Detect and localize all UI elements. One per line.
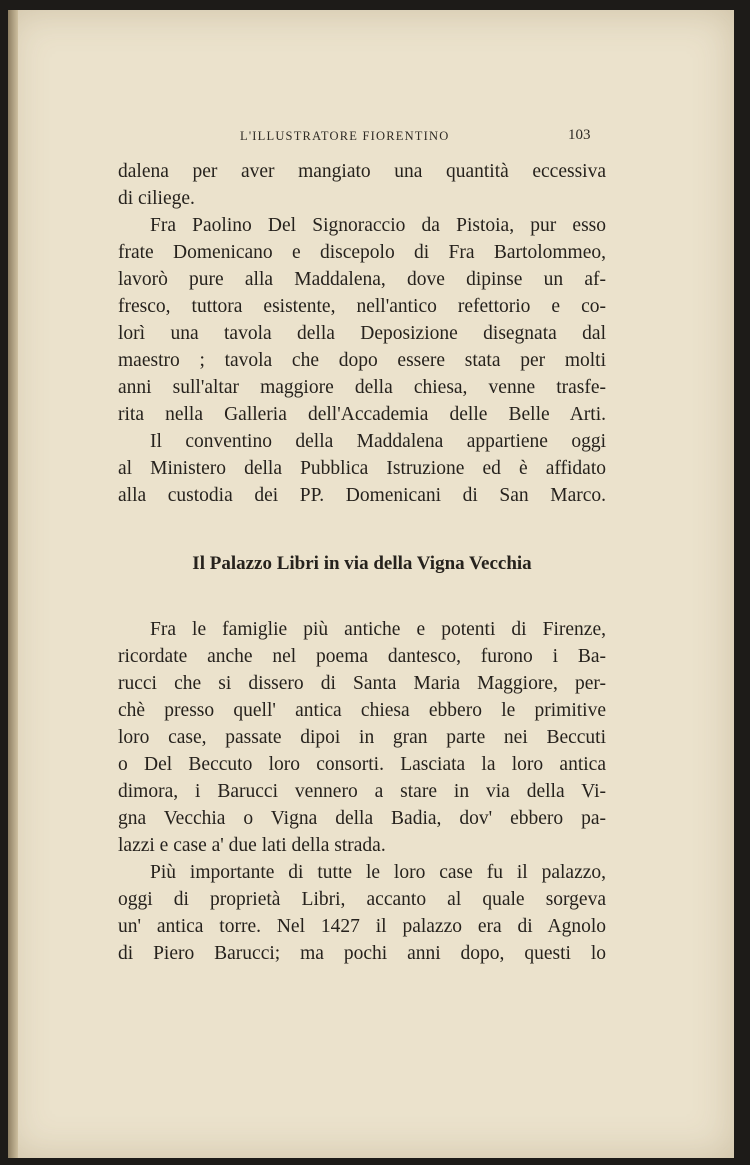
text-line: oggi di proprietà Libri, accanto al quale sorgeva bbox=[118, 889, 606, 910]
text-line: chè presso quell' antica chiesa ebbero le primitive bbox=[118, 700, 606, 721]
running-title: L'ILLUSTRATORE FIORENTINO bbox=[240, 129, 450, 143]
text-line: dimora, i Barucci vennero a stare in via della Vi- bbox=[118, 781, 606, 802]
text-line: un' antica torre. Nel 1427 il palazzo era di Agnolo bbox=[118, 916, 606, 937]
page-header bbox=[8, 127, 734, 147]
text-line: al Ministero della Pubblica Istruzione ed è affidato bbox=[118, 458, 606, 479]
section-spacer bbox=[118, 579, 606, 616]
text-line: Il conventino della Maddalena appartiene oggi bbox=[150, 431, 606, 452]
text-line: fresco, tuttora esistente, nell'antico refettorio e co- bbox=[118, 296, 606, 317]
text-line: Fra le famiglie più antiche e potenti di Firenze, bbox=[150, 619, 606, 640]
text-line: lavorò pure alla Maddalena, dove dipinse un af- bbox=[118, 269, 606, 290]
text-line: anni sull'altar maggiore della chiesa, venne trasfe- bbox=[118, 377, 606, 398]
page-number: 103 bbox=[568, 127, 591, 143]
text-line: gna Vecchia o Vigna della Badia, dov' ebbero pa- bbox=[118, 808, 606, 829]
section-heading: Il Palazzo Libri in via della Vigna Vecchia bbox=[192, 553, 532, 574]
text-line: Fra Paolino Del Signoraccio da Pistoia, pur esso bbox=[150, 215, 606, 236]
text-line: Più importante di tutte le loro case fu il palazzo, bbox=[150, 862, 606, 883]
text-line: ricordate anche nel poema dantesco, furono i Ba- bbox=[118, 646, 606, 667]
body-text bbox=[118, 158, 606, 967]
text-line: di ciliege. bbox=[118, 188, 195, 209]
text-line: rucci che si dissero di Santa Maria Maggiore, per- bbox=[118, 673, 606, 694]
text-line: loro case, passate dipoi in gran parte nei Beccuti bbox=[118, 727, 606, 748]
text-line: dalena per aver mangiato una quantità eccessiva bbox=[118, 161, 606, 182]
book-page bbox=[8, 10, 734, 1158]
section-spacer bbox=[118, 509, 606, 549]
text-line: frate Domenicano e discepolo di Fra Bartolommeo, bbox=[118, 242, 606, 263]
text-line: di Piero Barucci; ma pochi anni dopo, questi lo bbox=[118, 943, 606, 964]
text-line: rita nella Galleria dell'Accademia delle Belle Arti. bbox=[118, 404, 606, 425]
text-line: alla custodia dei PP. Domenicani di San Marco. bbox=[118, 485, 606, 506]
text-line: o Del Beccuto loro consorti. Lasciata la loro antica bbox=[118, 754, 606, 775]
text-line: lazzi e case a' due lati della strada. bbox=[118, 835, 386, 856]
page-spine-edge bbox=[8, 10, 18, 1158]
text-line: maestro ; tavola che dopo essere stata per molti bbox=[118, 350, 606, 371]
text-line: lorì una tavola della Deposizione disegnata dal bbox=[118, 323, 606, 344]
